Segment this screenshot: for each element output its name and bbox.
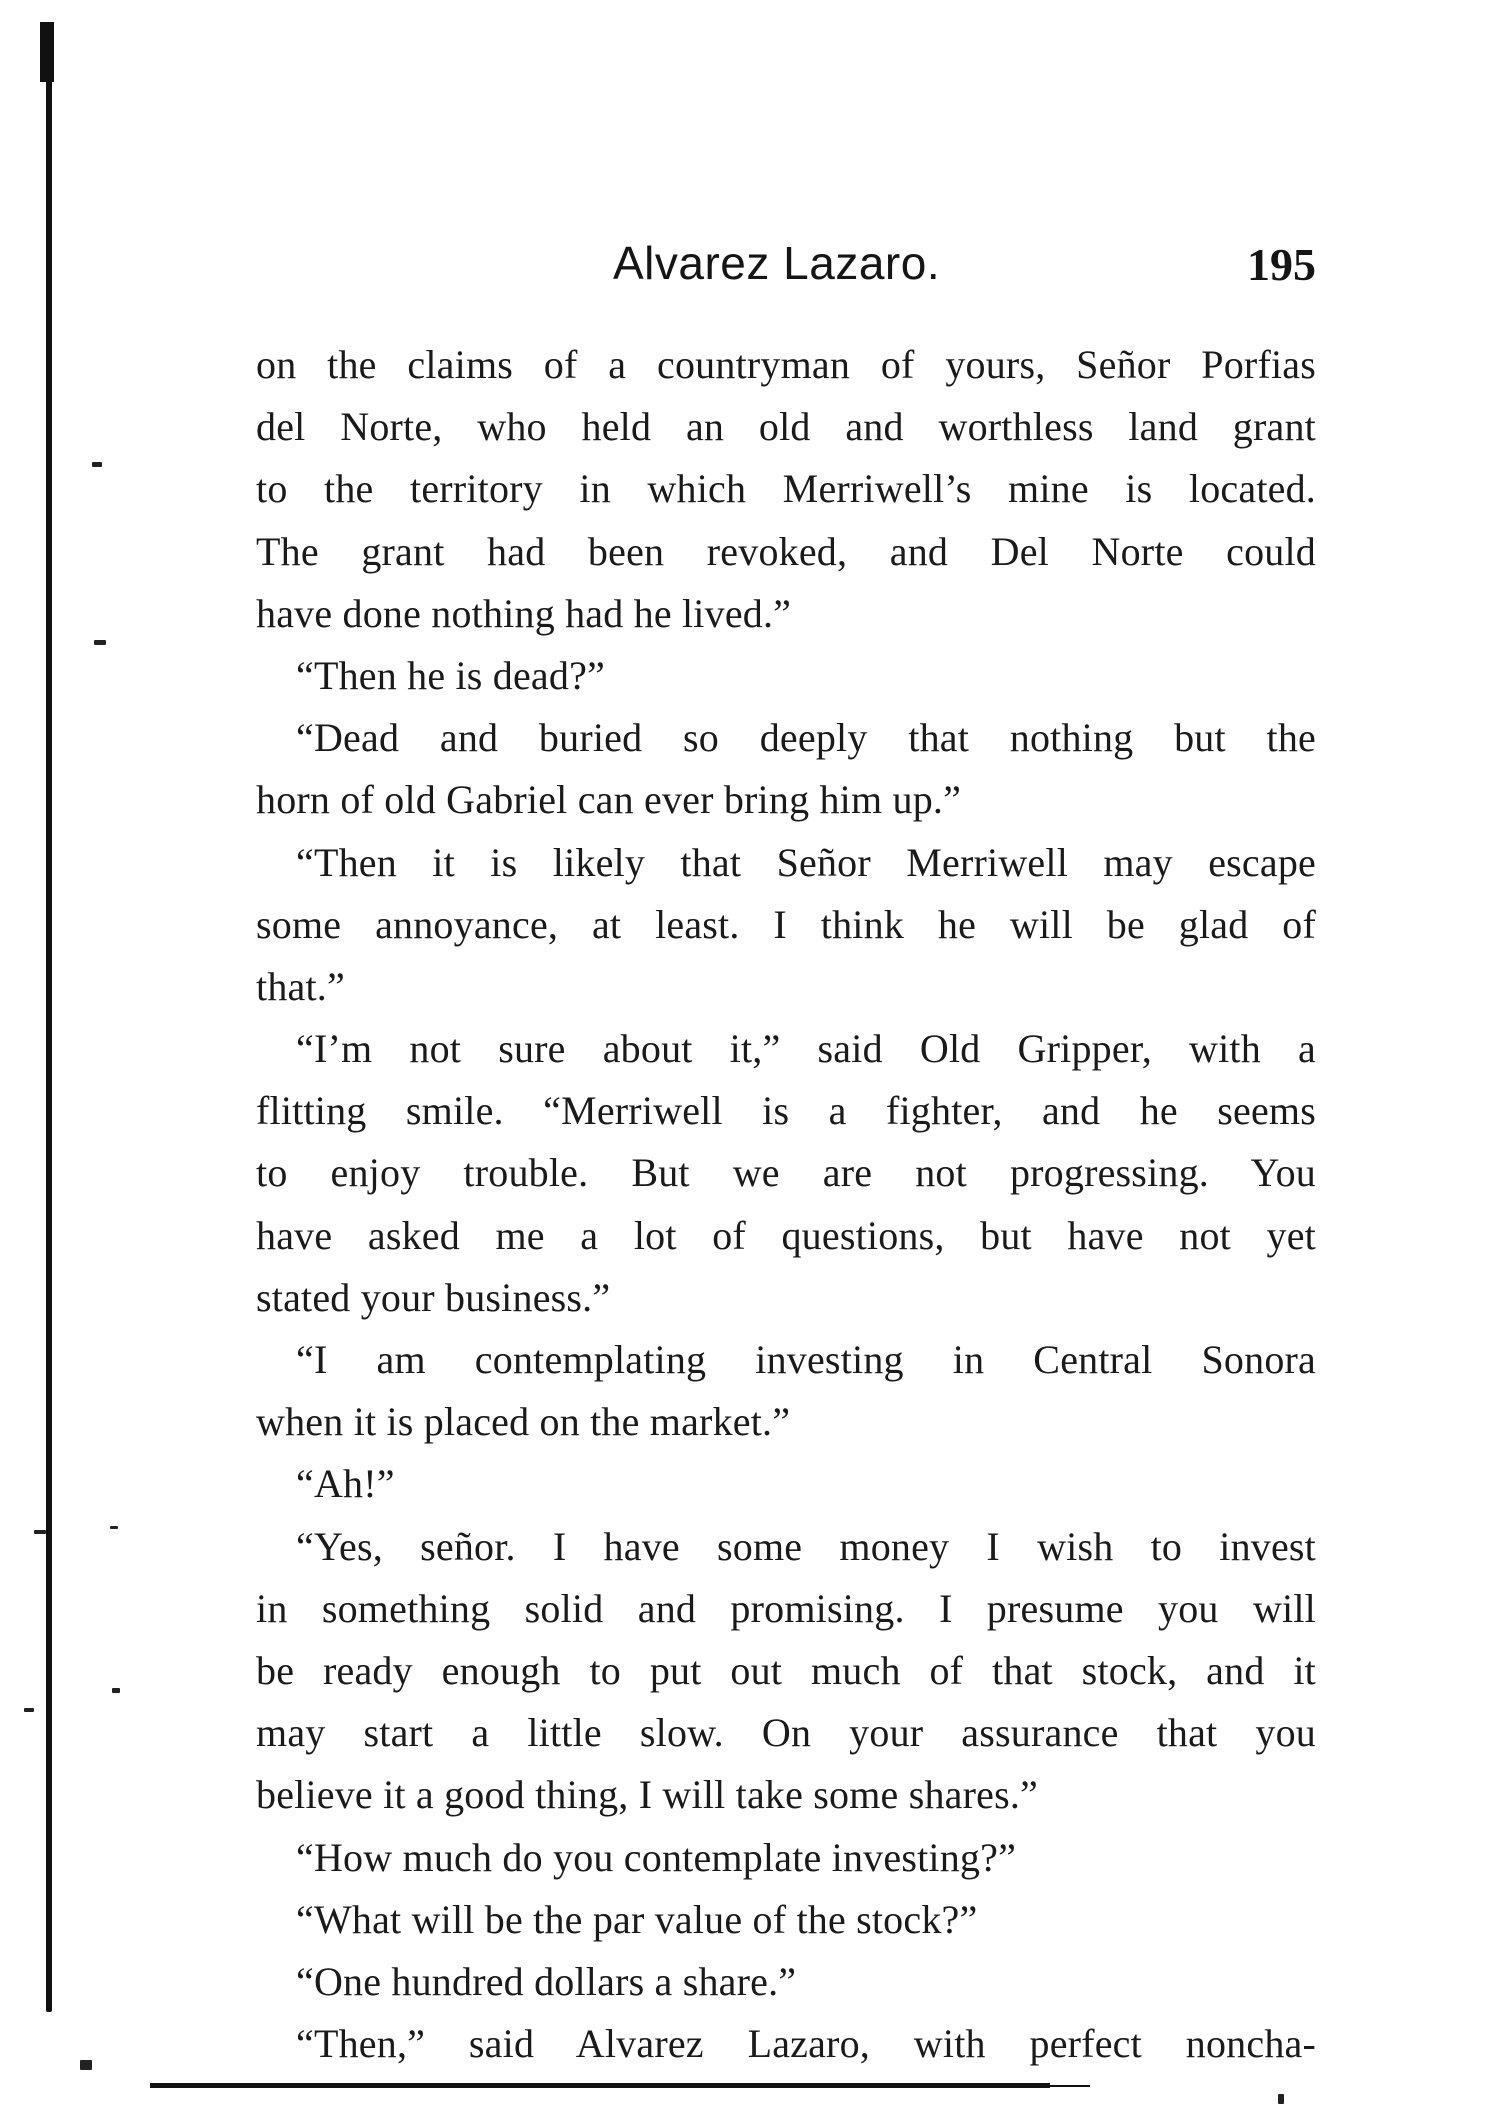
text-line: flitting smile. “Merriwell is a fighter, and he seems: [256, 1088, 1316, 1134]
text-line: some annoyance, at least. I think he will be glad of: [256, 901, 1316, 947]
text-line: that.”: [256, 963, 345, 1009]
text-line: believe it a good thing, I will take some shares.”: [256, 1772, 1039, 1818]
text-line: “I am contemplating investing in Central Sonora: [296, 1337, 1316, 1382]
scan-speck: [34, 1530, 46, 1534]
footer-rule-tail: [1050, 2085, 1090, 2087]
text-line: “How much do you contemplate investing?”: [296, 1834, 1017, 1880]
text-line: “Dead and buried so deeply that nothing but the: [296, 715, 1316, 761]
text-line: The grant had been revoked, and Del Norte could: [256, 528, 1316, 574]
scan-speck: [112, 1688, 120, 1693]
text-line: del Norte, who held an old and worthless land grant: [256, 404, 1316, 450]
text-line: “Ah!”: [296, 1461, 395, 1507]
text-line: have done nothing had he lived.”: [256, 590, 792, 636]
scan-speck: [94, 640, 106, 645]
running-title: Alvarez Lazaro.: [613, 237, 941, 289]
text-line: “Then he is dead?”: [296, 652, 605, 698]
text-line: have asked me a lot of questions, but have not yet: [256, 1212, 1316, 1258]
text-line: be ready enough to put out much of that stock, and it: [256, 1647, 1316, 1693]
text-line: when it is placed on the market.”: [256, 1399, 791, 1445]
page-number: 195: [1247, 239, 1316, 290]
scan-speck: [24, 1708, 34, 1712]
text-line: “One hundred dollars a share.”: [296, 1958, 797, 2004]
binding-edge: [46, 22, 52, 2012]
text-line: “Then it is likely that Señor Merriwell may escape: [296, 839, 1316, 885]
text-line: to enjoy trouble. But we are not progressing. You: [256, 1150, 1316, 1196]
text-line: horn of old Gabriel can ever bring him up.”: [256, 777, 962, 823]
scan-speck: [1278, 2094, 1284, 2104]
text-line: may start a little slow. On your assurance that you: [256, 1710, 1316, 1756]
text-line: on the claims of a countryman of yours, Señor Porfias: [256, 342, 1316, 387]
text-line: in something solid and promising. I presume you will: [256, 1585, 1316, 1631]
scan-speck: [110, 1526, 118, 1529]
text-line: to the territory in which Merriwell’s mine is located.: [256, 466, 1316, 512]
scan-speck: [92, 462, 102, 467]
scan-speck: [80, 2060, 92, 2070]
text-line: “What will be the par value of the stock?”: [296, 1896, 978, 1942]
body-text: [256, 334, 1316, 2075]
text-line: “I’m not sure about it,” said Old Gripper, with a: [296, 1026, 1316, 1072]
text-line: stated your business.”: [256, 1274, 611, 1320]
footer-rule: [150, 2083, 1050, 2088]
text-line: “Then,” said Alvarez Lazaro, with perfect noncha-: [296, 2021, 1316, 2067]
text-line: “Yes, señor. I have some money I wish to invest: [296, 1523, 1316, 1569]
page-header: [256, 236, 1316, 306]
